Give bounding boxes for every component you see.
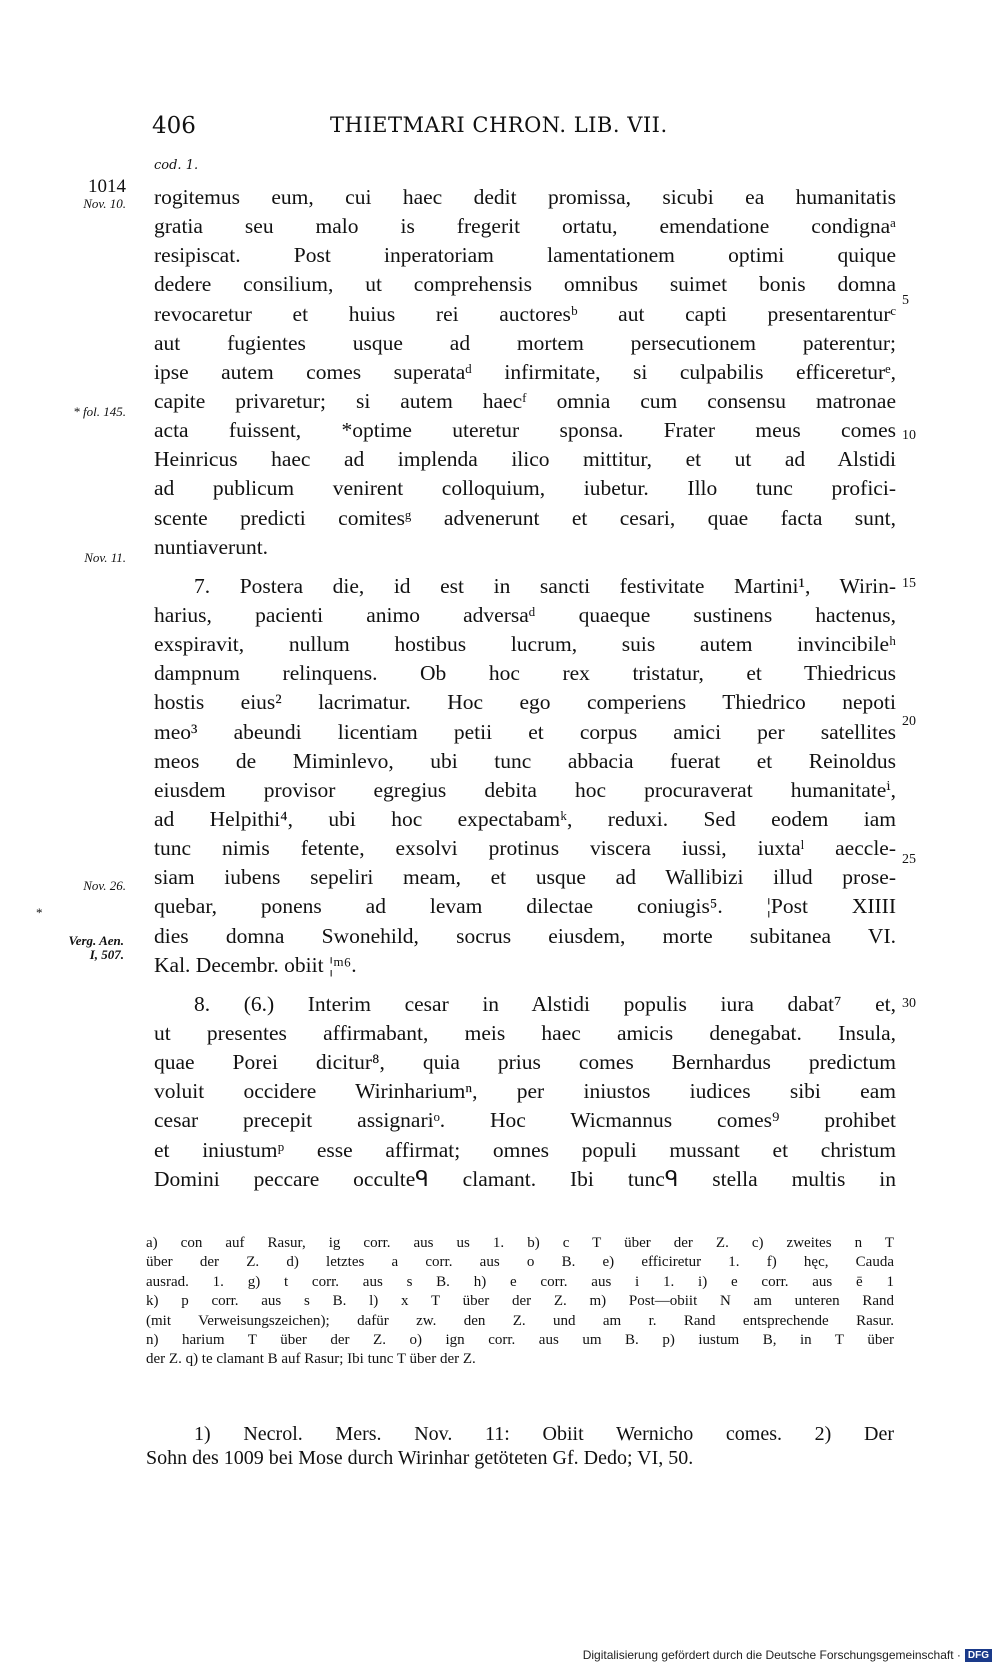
line-number: 20: [902, 714, 916, 729]
credit-text: Digitalisierung gefördert durch die Deutsche Forschungsgemeinschaft ·: [582, 1647, 961, 1662]
margin-vergil-line1: Verg. Aen.: [68, 933, 124, 948]
text-line: tunc nimis fetente, exsolvi protinus viscera iussi, iuxtaˡ aeccle-: [154, 836, 896, 861]
margin-date-nov26: Nov. 26.: [83, 878, 126, 893]
text-line: siam iubens sepeliri meam, et usque ad Wallibizi illud prose-: [154, 865, 896, 890]
text-line: 8. (6.) Interim cesar in Alstidi populis iura dabat⁷ et,: [194, 991, 896, 1016]
codex-note: cod. 1.: [154, 158, 199, 173]
text-line: dedere consilium, ut comprehensis omnibus suimet bonis domna: [154, 272, 896, 297]
text-line: gratia seu malo is fregerit ortatu, emendatione condignaᵃ: [154, 214, 896, 239]
margin-year: 1014: [88, 176, 126, 197]
text-line: ipse autem comes superataᵈ infirmitate, si culpabilis efficereturᵉ,: [154, 359, 896, 384]
line-number: 25: [902, 852, 916, 867]
apparatus-line: der Z. q) te clamant B auf Rasur; Ibi tunc T über der Z.: [146, 1351, 476, 1368]
apparatus-line: n) harium T über der Z. o) ign corr. aus um B. p) iustum B, in T über: [146, 1332, 894, 1349]
text-line: exspiravit, nullum hostibus lucrum, suis autem invincibileʰ: [154, 632, 896, 657]
text-line: aut fugientes usque ad mortem persecutionem paterentur;: [154, 330, 896, 355]
text-line: quae Porei dicitur⁸, quia prius comes Bernhardus predictum: [154, 1050, 896, 1075]
text-line: Heinricus haec ad implenda ilico mittitur, et ut ad Alstidi: [154, 447, 896, 472]
running-head: [152, 113, 900, 143]
text-line: ad publicum venirent colloquium, iubetur. Illo tunc profici-: [154, 476, 896, 501]
line-number: 15: [902, 576, 916, 591]
text-line: rogitemus eum, cui haec dedit promissa, sicubi ea humanitatis: [154, 185, 896, 209]
text-line: dampnum relinquens. Ob hoc rex tristatur, et Thiedricus: [154, 661, 896, 686]
line-number: 30: [902, 996, 916, 1011]
line-number: 10: [902, 428, 916, 443]
critical-apparatus: [146, 1234, 894, 1370]
text-line: Kal. Decembr. obiit ¦ᵐ⁶.: [154, 952, 357, 977]
text-line: ad Helpithi⁴, ubi hoc expectabamᵏ, reduxi. Sed eodem iam: [154, 806, 896, 831]
margin-star: *: [36, 905, 43, 920]
text-line: dies domna Swonehild, socrus eiusdem, morte subitanea VI.: [154, 923, 896, 948]
text-line: resipiscat. Post inperatoriam lamentationem optimi quique: [154, 243, 896, 268]
text-line: scente predicti comitesᵍ advenerunt et cesari, quae facta sunt,: [154, 505, 896, 530]
main-text: [154, 183, 896, 1194]
text-line: voluit occidere Wirinhariumⁿ, per iniustos iudices sibi eam: [154, 1079, 896, 1104]
text-line: harius, pacienti animo adversaᵈ quaeque sustinens hactenus,: [154, 602, 896, 627]
line-number: 5: [902, 293, 909, 308]
historical-notes: [146, 1422, 894, 1470]
text-line: ut presentes affirmabant, meis haec amicis denegabat. Insula,: [154, 1020, 896, 1045]
text-line: meo³ abeundi licentiam petii et corpus amici per satellites: [154, 719, 896, 744]
text-line: cesar precepit assignariᵒ. Hoc Wicmannus comes⁹ prohibet: [154, 1108, 896, 1133]
text-line: hostis eius² lacrimatur. Hoc ego comperiens Thiedrico nepoti: [154, 690, 896, 715]
text-line: meos de Miminlevo, ubi tunc abbacia fuerat et Reinoldus: [154, 748, 896, 773]
apparatus-line: k) p corr. aus s B. l) x T über der Z. m) Post—obiit N am unteren Rand: [146, 1293, 894, 1310]
page-number: 406: [152, 113, 196, 139]
note-line: Sohn des 1009 bei Mose durch Wirinhar getöteten Gf. Dedo; VI, 50.: [146, 1447, 694, 1469]
apparatus-line: (mit Verweisungszeichen); dafür zw. den Z. und am r. Rand entsprechende Rasur.: [146, 1312, 894, 1329]
running-title: THIETMARI CHRON. LIB. VII.: [330, 113, 668, 137]
margin-vergil-ref: [30, 934, 124, 962]
note-line: 1) Necrol. Mers. Nov. 11: Obiit Wernicho comes. 2) Der: [194, 1423, 894, 1445]
margin-date-nov11: Nov. 11.: [84, 550, 126, 565]
text-line: acta fuissent, *optime uteretur sponsa. Frater meus comes: [154, 418, 896, 443]
margin-folio-note: * fol. 145.: [73, 404, 126, 419]
text-line: 7. Postera die, id est in sancti festivitate Martini¹, Wirin-: [194, 573, 896, 598]
dfg-logo: DFG: [965, 1649, 992, 1662]
text-line: revocaretur et huius rei auctoresᵇ aut capti presentarenturᶜ: [154, 301, 896, 326]
text-line: et iniustumᵖ esse affirmat; omnes populi mussant et christum: [154, 1137, 896, 1162]
apparatus-line: a) con auf Rasur, ig corr. aus us 1. b) c T über der Z. c) zweites n T: [146, 1235, 894, 1251]
text-line: quebar, ponens ad levam dilectae coniugis⁵. ¦Post XIIII: [154, 894, 896, 919]
text-line: capite privaretur; si autem haecᶠ omnia cum consensu matronae: [154, 388, 896, 413]
text-line: Domini peccare occulteᑫ clamant. Ibi tuncᑫ stella multis in: [154, 1166, 896, 1191]
digitization-credit: [583, 1648, 992, 1662]
margin-vergil-line2: I, 507.: [89, 947, 124, 962]
text-line: nuntiaverunt.: [154, 534, 269, 559]
apparatus-line: über der Z. d) letztes a corr. aus o B. e) efficiretur 1. f) hęc, Cauda: [146, 1254, 894, 1271]
margin-year-note: [56, 177, 126, 211]
margin-date-nov10: Nov. 10.: [83, 196, 126, 211]
apparatus-line: ausrad. 1. g) t corr. aus s B. h) e corr. aus i 1. i) e corr. aus ē 1: [146, 1273, 894, 1290]
text-line: eiusdem provisor egregius debita hoc procuraverat humanitateⁱ,: [154, 777, 896, 802]
